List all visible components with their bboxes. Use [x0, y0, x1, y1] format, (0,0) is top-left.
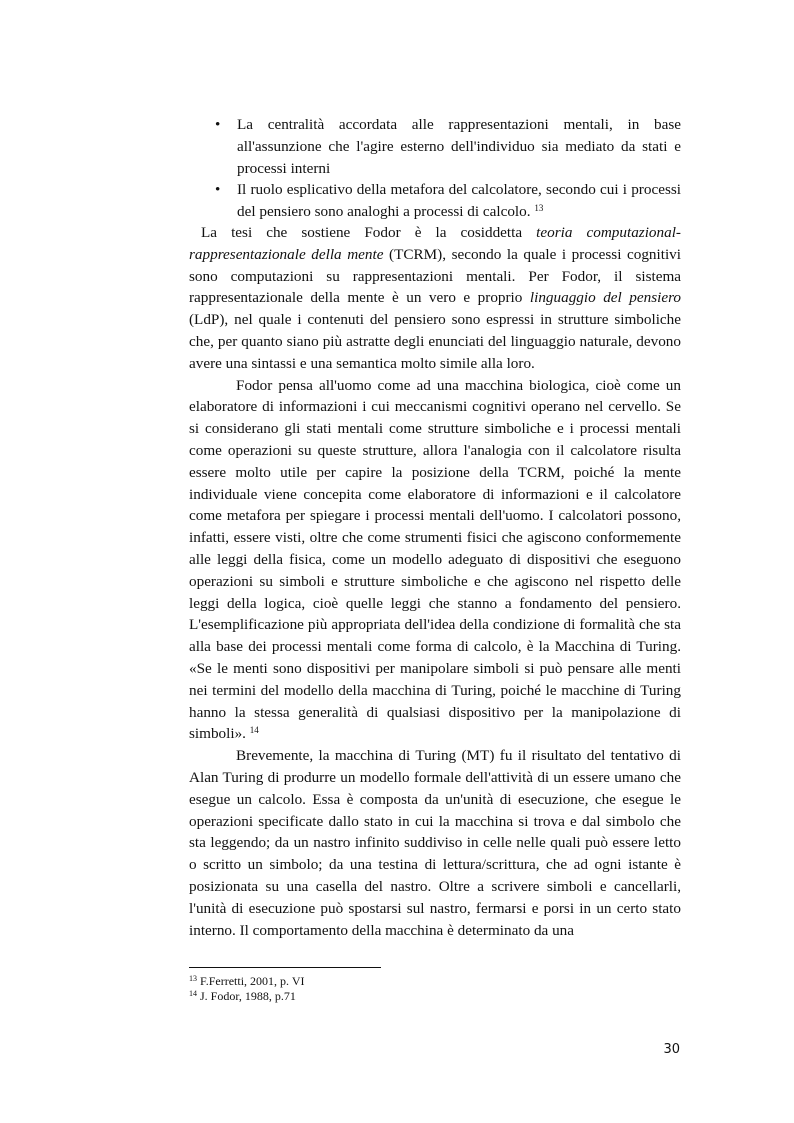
footnote-number: 14 — [189, 989, 197, 998]
p1-text-c: (LdP), nel quale i contenuti del pensiero sono espressi in strutture simboliche che, per quanto siano più astratte degli enunciati del linguaggio naturale, devono avere una sintassi e una semantica molto simile alla loro. — [189, 311, 681, 372]
page-number: 30 — [663, 1042, 680, 1057]
p1-text-a: La tesi che sostiene Fodor è la cosiddetta — [201, 224, 537, 241]
p2-text: Fodor pensa all'uomo come ad una macchina biologica, cioè come un elaboratore di informazioni i cui meccanismi cognitivi operano nel cervello. Se si considerano gli stati mentali come strutture simboliche e i processi mentali come operazioni su queste strutture, allora l'analogia con il calcolatore risulta essere molto utile per capire la posizione della TCRM, poiché la mente individuale viene concepita come elaboratore di informazioni e il calcolatore come metafora per spiegare i processi mentali dell'uomo. I calcolatori possono, infatti, essere visti, oltre che come strumenti fisici che agiscono conformemente alle leggi della fisica, come un modello adeguato di dispositivi che eseguono operazioni su simboli e strutture simboliche e che agiscono nel rispetto delle leggi della logica, cioè quelle leggi che stanno a fondamento del pensiero. L'esemplificazione più appropriata dell'idea della condizione di formalità che sta alla base dei processi mentali come forma di calcolo, è la Macchina di Turing. «Se le menti sono dispositivi per manipolare simboli si può pensare alle menti nei termini del modello della macchina di Turing, poiché le macchine di Turing hanno la stessa generalità di qualsiasi dispositivo per la manipolazione di simboli». — [189, 376, 681, 743]
footnotes — [189, 974, 304, 1004]
bullet-marker: • — [215, 116, 221, 133]
p1-text-b: (TCRM), secondo la quale i processi cognitivi sono computazioni su rappresentazioni mentali. Per Fodor, il sistema rappresentazionale della mente è un vero e proprio — [189, 245, 681, 307]
body-text — [189, 222, 681, 941]
bullet-list — [189, 114, 681, 223]
term-tcrm: teoria computazional-rappresentazionale della mente — [189, 224, 681, 263]
paragraph-tcrm — [189, 222, 681, 375]
footnote-ref-13[interactable]: 13 — [534, 203, 544, 214]
term-ldp: linguaggio del pensiero — [529, 289, 682, 307]
bullet-text: Il ruolo esplicativo della metafora del calcolatore, secondo cui i processi del pensiero sono analoghi a processi di calcolo. — [237, 181, 681, 221]
paragraph-turing-machine — [189, 745, 681, 941]
footnote-ref-14[interactable]: 14 — [249, 725, 259, 736]
footnote-number: 13 — [189, 974, 197, 983]
bullet-marker: • — [215, 181, 221, 199]
footnote-text: F.Ferretti, 2001, p. VI — [200, 974, 305, 988]
p3-text: Brevemente, la macchina di Turing (MT) fu il risultato del tentativo di Alan Turing di produrre un modello formale dell'attività di un essere umano che esegue un calcolo. Essa è composta da un'unità di esecuzione, che esegue le operazioni specificate dallo stato in cui la macchina si trova e dal simbolo che sta leggendo; da un nastro infinito suddiviso in celle nelle quali può essere letto o scritto un simbolo; da una testina di lettura/scrittura, che ad ogni istante è posizionata su una casella del nastro. Oltre a scrivere simboli e cancellarli, l'unità di esecuzione può spostarsi sul nastro, fermarsi e porsi in un certo stato interno. Il comportamento della macchina è determinato da una — [189, 747, 681, 939]
footnote-14 — [189, 989, 304, 1004]
footnote-text: J. Fodor, 1988, p.71 — [200, 989, 296, 1003]
paragraph-fodor-machine — [189, 375, 681, 746]
bullet-text: La centralità accordata alle rappresentazioni mentali, in base all'assunzione che l'agire esterno dell'individuo sia mediato da stati e processi interni — [237, 116, 681, 177]
bullet-item — [189, 114, 681, 179]
footnote-13 — [189, 974, 304, 989]
footnote-separator — [189, 967, 381, 968]
bullet-item — [189, 179, 681, 223]
